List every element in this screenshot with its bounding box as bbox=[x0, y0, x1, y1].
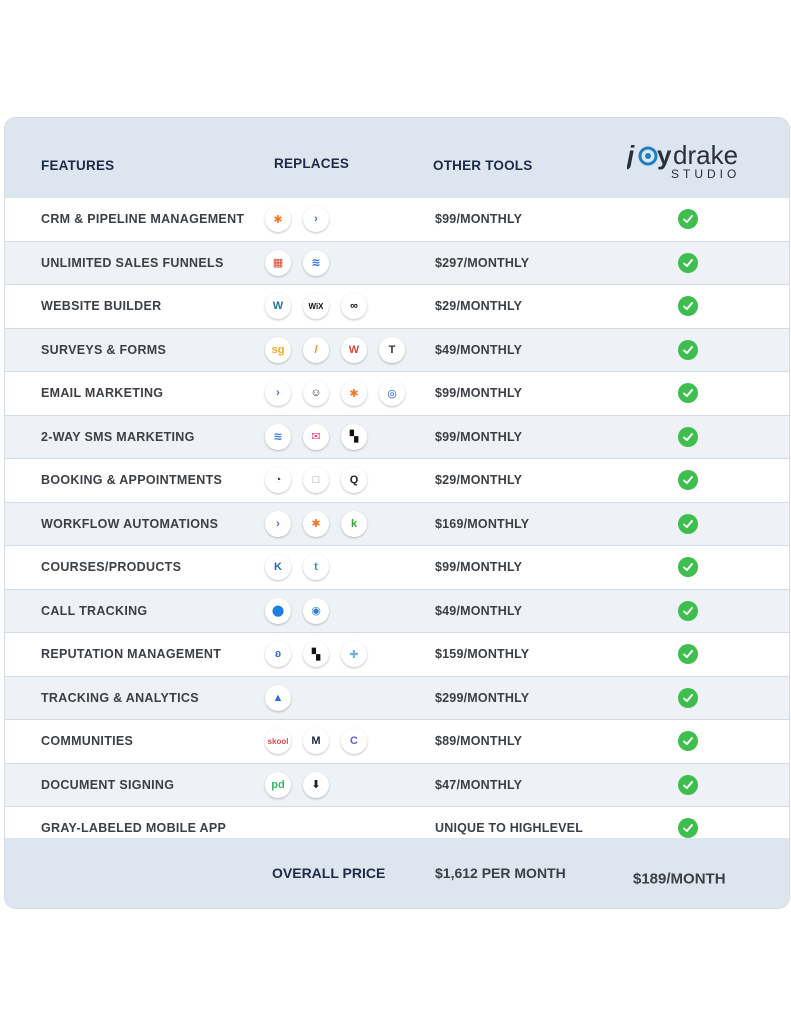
table-row bbox=[5, 416, 789, 460]
skool-icon: skool bbox=[265, 728, 291, 754]
table-row bbox=[5, 720, 789, 764]
replaced-tools bbox=[265, 598, 329, 624]
table-row bbox=[5, 503, 789, 547]
typeform-icon: T bbox=[379, 337, 405, 363]
svg-text:drake: drake bbox=[673, 140, 739, 170]
check-icon bbox=[678, 470, 698, 490]
teachable-icon: t bbox=[303, 554, 329, 580]
jotform-icon: / bbox=[303, 337, 329, 363]
wordpress-icon: W bbox=[265, 293, 291, 319]
table-row bbox=[5, 198, 789, 242]
podium-icon: ▚ bbox=[341, 424, 367, 450]
wix-icon: WiX bbox=[303, 293, 329, 319]
table-row bbox=[5, 285, 789, 329]
check-icon bbox=[678, 383, 698, 403]
table-row bbox=[5, 329, 789, 373]
check-icon bbox=[678, 601, 698, 621]
check-icon bbox=[678, 514, 698, 534]
callrail-icon: ⬤ bbox=[265, 598, 291, 624]
feature-label: EMAIL MARKETING bbox=[41, 386, 164, 401]
other-tools-price: $99/MONTHLY bbox=[435, 429, 523, 444]
joydrake-studio-logo bbox=[627, 140, 757, 180]
reputation-puzzle-icon: ✚ bbox=[341, 641, 367, 667]
other-tools-price: $49/MONTHLY bbox=[435, 603, 523, 618]
table-row bbox=[5, 764, 789, 808]
other-tools-price: $169/MONTHLY bbox=[435, 516, 530, 531]
table-row bbox=[5, 242, 789, 286]
svg-text:j: j bbox=[627, 140, 635, 170]
comparison-table bbox=[4, 117, 790, 909]
other-tools-price: $29/MONTHLY bbox=[435, 299, 523, 314]
table-row bbox=[5, 372, 789, 416]
check-icon bbox=[678, 644, 698, 664]
feature-label: WORKFLOW AUTOMATIONS bbox=[41, 516, 219, 531]
other-tools-price: $159/MONTHLY bbox=[435, 647, 530, 662]
overall-price-total: $1,612 PER MONTH bbox=[435, 865, 566, 881]
replaced-tools bbox=[265, 293, 367, 319]
table-body bbox=[5, 198, 789, 851]
feature-label: UNLIMITED SALES FUNNELS bbox=[41, 255, 224, 270]
podium-icon: ▚ bbox=[303, 641, 329, 667]
mighty-icon: M bbox=[303, 728, 329, 754]
replaced-tools bbox=[265, 206, 329, 232]
svg-text:y: y bbox=[657, 140, 672, 170]
other-tools-price: $99/MONTHLY bbox=[435, 560, 523, 575]
check-icon bbox=[678, 818, 698, 838]
clickfunnels-icon: ▦ bbox=[265, 250, 291, 276]
hubspot-icon: ✱ bbox=[303, 511, 329, 537]
check-icon bbox=[678, 557, 698, 577]
kajabi-icon: K bbox=[265, 554, 291, 580]
replaced-tools bbox=[265, 554, 329, 580]
hubspot-icon: ✱ bbox=[341, 380, 367, 406]
svg-text:STUDIO: STUDIO bbox=[671, 167, 741, 181]
check-icon bbox=[678, 731, 698, 751]
replaced-tools bbox=[265, 337, 405, 363]
table-row bbox=[5, 677, 789, 721]
feature-label: 2-WAY SMS MARKETING bbox=[41, 429, 195, 444]
surveygizmo-icon: sg bbox=[265, 337, 291, 363]
other-tools-price: $47/MONTHLY bbox=[435, 777, 523, 792]
replaced-tools bbox=[265, 685, 291, 711]
calendly-icon: ◔ bbox=[265, 467, 291, 493]
other-tools-price: $89/MONTHLY bbox=[435, 734, 523, 749]
replaced-tools bbox=[265, 424, 367, 450]
activecampaign-icon: › bbox=[265, 380, 291, 406]
hubspot-icon: ✱ bbox=[265, 206, 291, 232]
feature-label: COMMUNITIES bbox=[41, 734, 134, 749]
table-footer bbox=[5, 838, 789, 908]
feature-label: TRACKING & ANALYTICS bbox=[41, 690, 199, 705]
squarespace-icon: ∞ bbox=[341, 293, 367, 319]
replaced-tools bbox=[265, 641, 367, 667]
replaced-tools bbox=[265, 380, 405, 406]
replaced-tools bbox=[265, 467, 367, 493]
feature-label: BOOKING & APPOINTMENTS bbox=[41, 473, 223, 488]
check-icon bbox=[678, 209, 698, 229]
replaces-heading: REPLACES bbox=[274, 156, 350, 171]
circle-icon: C bbox=[341, 728, 367, 754]
pandadoc-icon: pd bbox=[265, 772, 291, 798]
layers-icon: ≋ bbox=[303, 250, 329, 276]
table-row bbox=[5, 590, 789, 634]
check-icon bbox=[678, 296, 698, 316]
table-header bbox=[5, 118, 789, 198]
other-tools-heading: OTHER TOOLS bbox=[433, 158, 533, 173]
feature-label: COURSES/PRODUCTS bbox=[41, 560, 182, 575]
replaced-tools bbox=[265, 250, 329, 276]
table-row bbox=[5, 546, 789, 590]
check-icon bbox=[678, 775, 698, 795]
keap-icon: k bbox=[341, 511, 367, 537]
replaced-tools bbox=[265, 728, 367, 754]
wufoo-icon: W bbox=[341, 337, 367, 363]
analytics-icon: ▲ bbox=[265, 685, 291, 711]
activecampaign-icon: › bbox=[303, 206, 329, 232]
feature-label: REPUTATION MANAGEMENT bbox=[41, 647, 222, 662]
activecampaign-icon: › bbox=[265, 511, 291, 537]
table-row bbox=[5, 633, 789, 677]
feature-label: CALL TRACKING bbox=[41, 603, 148, 618]
other-tools-price: $99/MONTHLY bbox=[435, 212, 523, 227]
check-icon bbox=[678, 253, 698, 273]
sms-stack-icon: ≋ bbox=[265, 424, 291, 450]
docusign-icon: ⬇ bbox=[303, 772, 329, 798]
constantcontact-icon: ◎ bbox=[379, 380, 405, 406]
calendar-icon: □ bbox=[303, 467, 329, 493]
feature-label: DOCUMENT SIGNING bbox=[41, 777, 175, 792]
callrail-ring-icon: ◉ bbox=[303, 598, 329, 624]
features-heading: FEATURES bbox=[41, 158, 115, 173]
overall-price-label: OVERALL PRICE bbox=[272, 865, 386, 881]
birdeye-icon: ʚ bbox=[265, 641, 291, 667]
acuity-icon: Q bbox=[341, 467, 367, 493]
other-tools-price: UNIQUE TO HIGHLEVEL bbox=[435, 821, 584, 836]
other-tools-price: $49/MONTHLY bbox=[435, 342, 523, 357]
textmagic-icon: ✉ bbox=[303, 424, 329, 450]
other-tools-price: $99/MONTHLY bbox=[435, 386, 523, 401]
replaced-tools bbox=[265, 772, 329, 798]
feature-label: CRM & PIPELINE MANAGEMENT bbox=[41, 212, 245, 227]
table-row bbox=[5, 459, 789, 503]
other-tools-price: $29/MONTHLY bbox=[435, 473, 523, 488]
check-icon bbox=[678, 688, 698, 708]
studio-price: $189/MONTH bbox=[633, 870, 726, 888]
check-icon bbox=[678, 427, 698, 447]
replaced-tools bbox=[265, 511, 367, 537]
feature-label: GRAY-LABELED MOBILE APP bbox=[41, 821, 227, 836]
check-icon bbox=[678, 340, 698, 360]
feature-label: SURVEYS & FORMS bbox=[41, 342, 167, 357]
other-tools-price: $297/MONTHLY bbox=[435, 255, 530, 270]
feature-label: WEBSITE BUILDER bbox=[41, 299, 162, 314]
mailchimp-icon: ☺ bbox=[303, 380, 329, 406]
other-tools-price: $299/MONTHLY bbox=[435, 690, 530, 705]
